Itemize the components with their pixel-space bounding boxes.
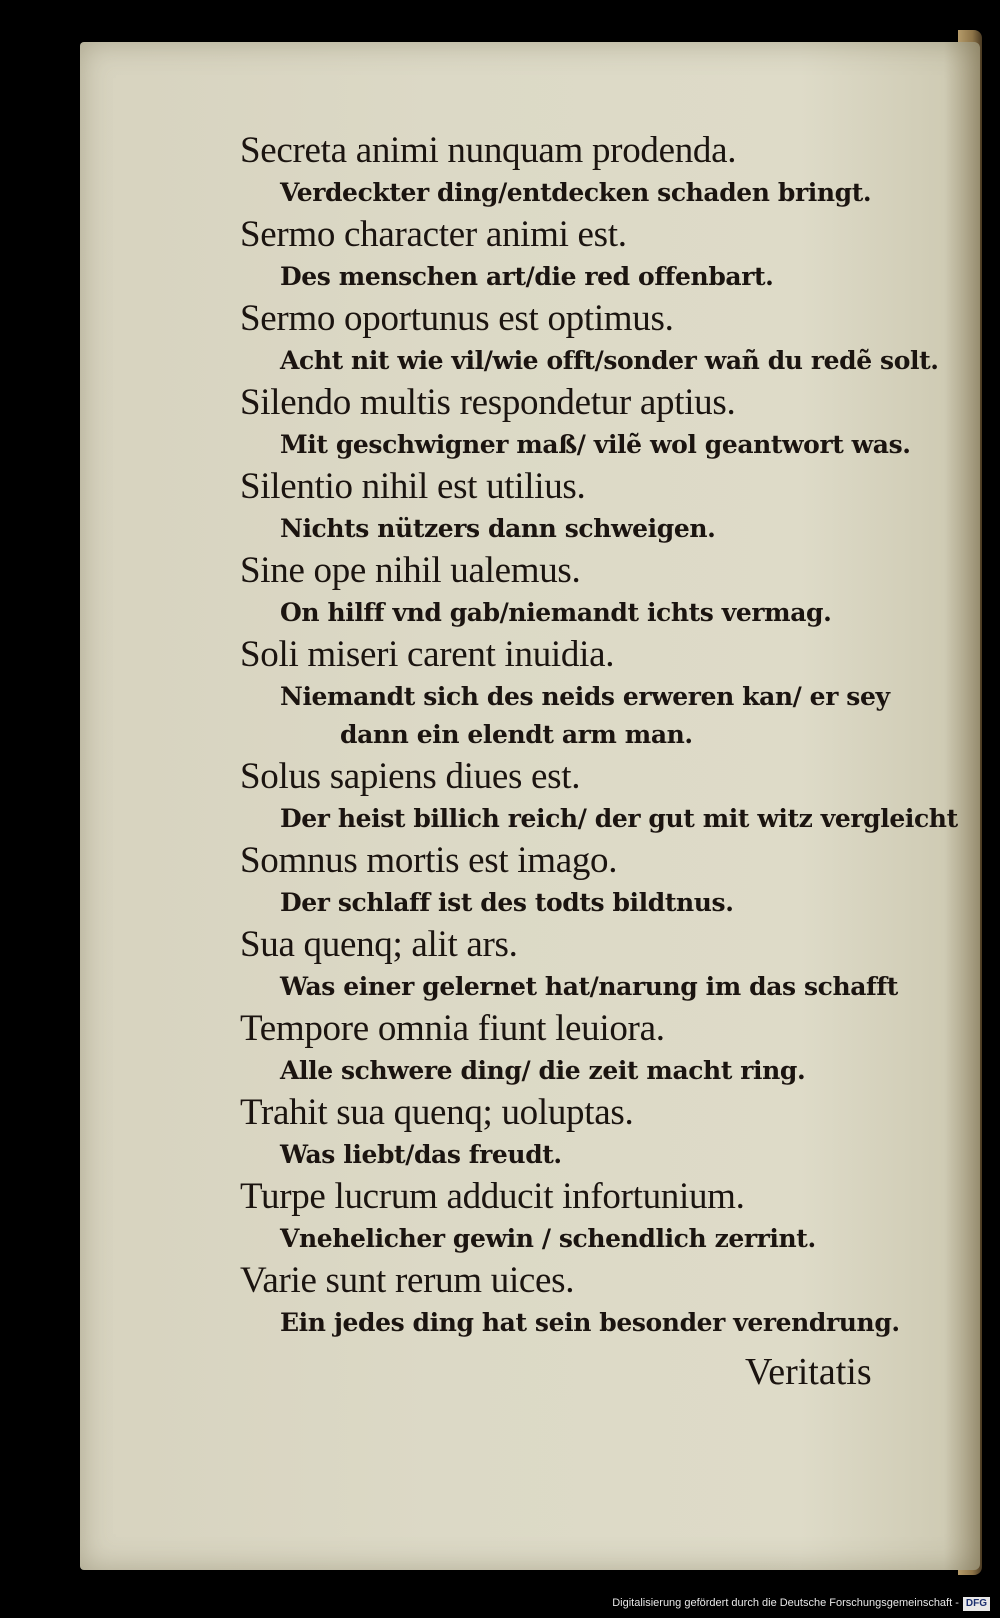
- proverb-entry: [240, 922, 930, 1006]
- proverb-entry: [240, 548, 930, 632]
- german-translation: Was einer gelernet hat/narung im das schafft: [280, 972, 898, 1001]
- latin-proverb: Soli miseri carent inuidia.: [240, 634, 615, 675]
- latin-proverb: Sermo character animi est.: [240, 214, 627, 255]
- proverb-entry: [240, 838, 930, 922]
- proverb-entry: [240, 296, 939, 380]
- proverb-entry: [240, 128, 930, 212]
- latin-proverb: Varie sunt rerum uices.: [240, 1260, 575, 1301]
- german-translation: Alle schwere ding/ die zeit macht ring.: [280, 1056, 806, 1085]
- german-line: Niemandt sich des neids erweren kan/ er sey: [280, 682, 890, 711]
- german-translation: Vnehelicher gewin / schendlich zerrint.: [280, 1224, 816, 1253]
- latin-proverb: Silentio nihil est utilius.: [240, 466, 586, 507]
- proverb-entry: [240, 754, 958, 838]
- latin-proverb: Sine ope nihil ualemus.: [240, 550, 581, 591]
- latin-proverb: Sua quenq; alit ars.: [240, 924, 518, 965]
- latin-proverb: Tempore omnia fiunt leuiora.: [240, 1008, 665, 1049]
- latin-proverb: Trahit sua quenq; uoluptas.: [240, 1092, 634, 1133]
- german-translation: Verdeckter ding/entdecken schaden bringt.: [280, 178, 872, 207]
- credit-text: Digitalisierung gefördert durch die Deutsche Forschungsgemeinschaft -: [612, 1597, 959, 1609]
- proverb-entry: [240, 212, 930, 296]
- latin-proverb: Sermo oportunus est optimus.: [240, 298, 674, 339]
- german-translation: Was liebt/das freudt.: [280, 1140, 562, 1169]
- latin-proverb: Silendo multis respondetur aptius.: [240, 382, 736, 423]
- german-translation: Der schlaff ist des todts bildtnus.: [280, 888, 734, 917]
- german-translation: Ein jedes ding hat sein besonder verendrung.: [280, 1308, 900, 1337]
- proverb-entry: [240, 1174, 930, 1258]
- german-translation: Mit geschwigner maß/ vilẽ wol geantwort was.: [280, 430, 911, 459]
- catchword: Veritatis: [745, 1351, 872, 1393]
- german-translation: [240, 678, 930, 754]
- german-translation: On hilff vnd gab/niemandt ichts vermag.: [280, 598, 832, 627]
- proverb-entry: [240, 380, 930, 464]
- proverb-entry: [240, 1006, 930, 1090]
- german-translation: Nichts nützers dann schweigen.: [280, 514, 716, 543]
- german-line-continued: dann ein elendt arm man.: [340, 720, 693, 749]
- latin-proverb: Solus sapiens diues est.: [240, 756, 581, 797]
- proverb-list: [240, 128, 958, 1342]
- latin-proverb: Somnus mortis est imago.: [240, 840, 618, 881]
- digitization-credit: [590, 1593, 990, 1613]
- latin-proverb: Secreta animi nunquam prodenda.: [240, 130, 737, 171]
- german-translation: Der heist billich reich/ der gut mit witz vergleicht: [280, 804, 958, 833]
- latin-proverb: Turpe lucrum adducit infortunium.: [240, 1176, 745, 1217]
- proverb-entry: [240, 632, 930, 754]
- german-translation: Acht nit wie vil/wie offt/sonder wañ du redẽ solt.: [280, 346, 939, 375]
- proverb-entry: [240, 1090, 930, 1174]
- proverb-entry: [240, 1258, 930, 1342]
- dfg-logo: DFG: [963, 1597, 990, 1611]
- german-translation: Des menschen art/die red offenbart.: [280, 262, 774, 291]
- proverb-entry: [240, 464, 930, 548]
